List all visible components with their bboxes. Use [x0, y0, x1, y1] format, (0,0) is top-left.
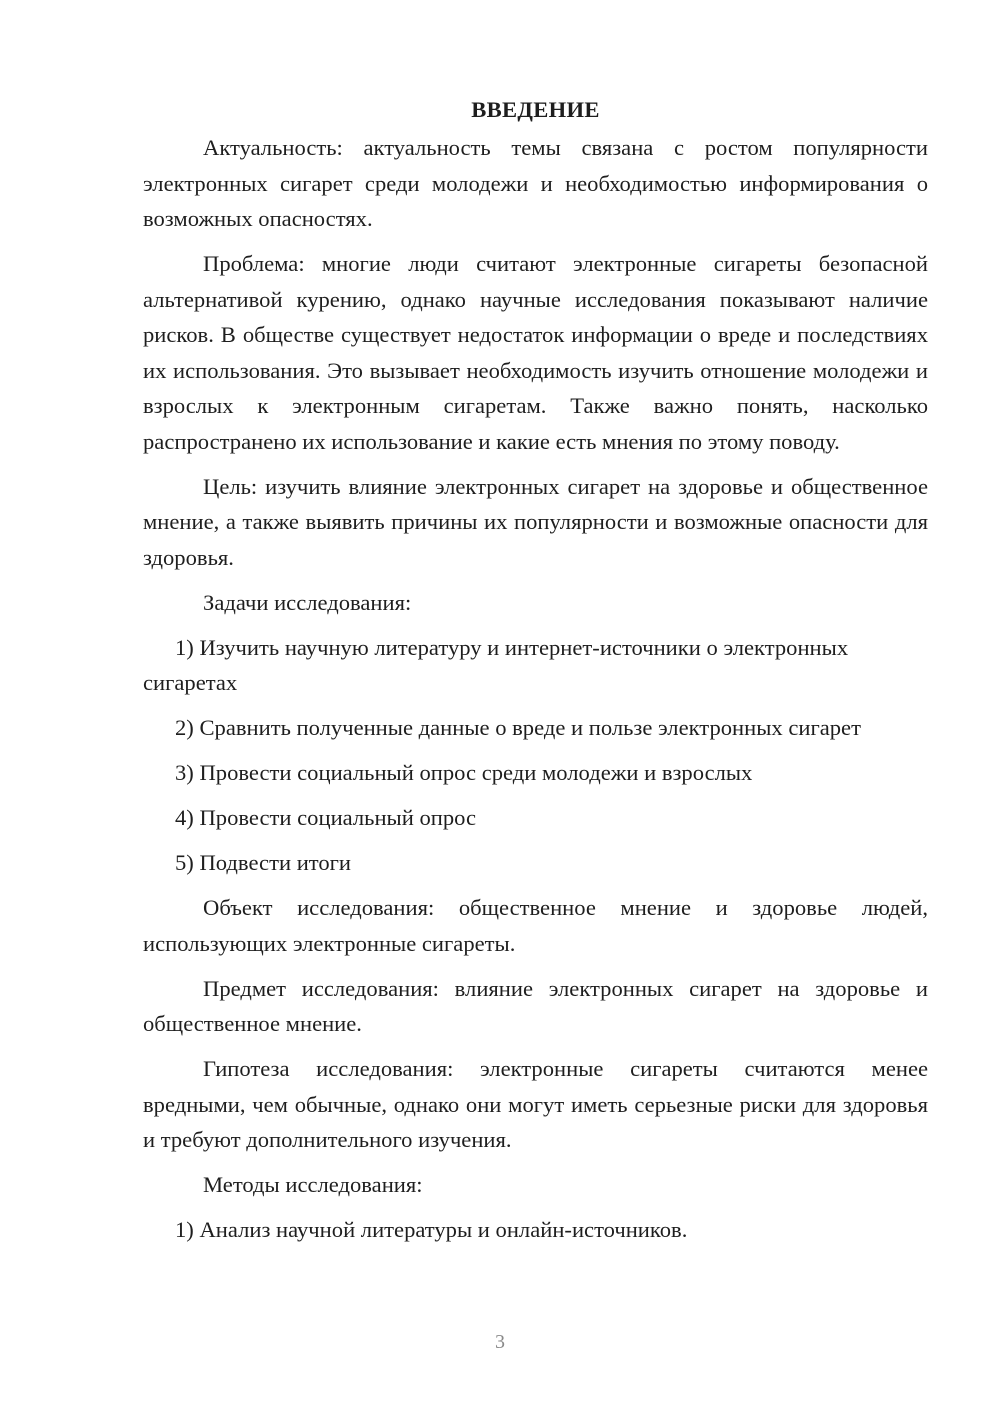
- object-paragraph: Объект исследования: общественное мнение и здоровье людей, использующих электронные сигареты.: [143, 895, 928, 956]
- hypothesis-paragraph: Гипотеза исследования: электронные сигареты считаются менее вредными, чем обычные, однако они могут иметь серьезные риски для здоровья и требуют дополнительного изучения.: [143, 1056, 928, 1152]
- section-title: ВВЕДЕНИЕ: [471, 97, 600, 122]
- tasks-heading: Задачи исследования:: [203, 589, 412, 615]
- page-number: 3: [495, 1331, 505, 1353]
- task-item: 4) Провести социальный опрос: [175, 805, 477, 830]
- methods-heading: Методы исследования:: [203, 1172, 423, 1197]
- problem-paragraph: Проблема: многие люди считают электронные сигареты безопасной альтернативой курению, однако научные исследования показывают наличие рисков. В обществе существует недостаток информации о вреде и последствиях их использования. Это вызывает необходимость изучить отношение молодежи и взрослых к электронным сигаретам. Также важно понять, насколько распространено их использование и какие есть мнения по этому поводу.: [143, 251, 928, 454]
- task-item: 5) Подвести итоги: [175, 850, 352, 875]
- task-item: 1) Изучить научную литературу и интернет-источники о электронных сигаретах: [143, 634, 849, 695]
- task-item: 3) Провести социальный опрос среди молодежи и взрослых: [175, 760, 753, 785]
- relevance-paragraph: Актуальность: актуальность темы связана с ростом популярности электронных сигарет среди молодежи и необходимостью информирования о возможных опасностях.: [143, 135, 928, 231]
- subject-paragraph: Предмет исследования: влияние электронных сигарет на здоровье и общественное мнение.: [143, 975, 928, 1036]
- goal-paragraph: Цель: изучить влияние электронных сигарет на здоровье и общественное мнение, а также выявить причины их популярности и возможные опасности для здоровья.: [143, 473, 928, 570]
- document-page: [143, 92, 928, 1257]
- method-item: 1) Анализ научной литературы и онлайн-источников.: [175, 1217, 688, 1242]
- task-item: 2) Сравнить полученные данные о вреде и пользе электронных сигарет: [175, 715, 861, 740]
